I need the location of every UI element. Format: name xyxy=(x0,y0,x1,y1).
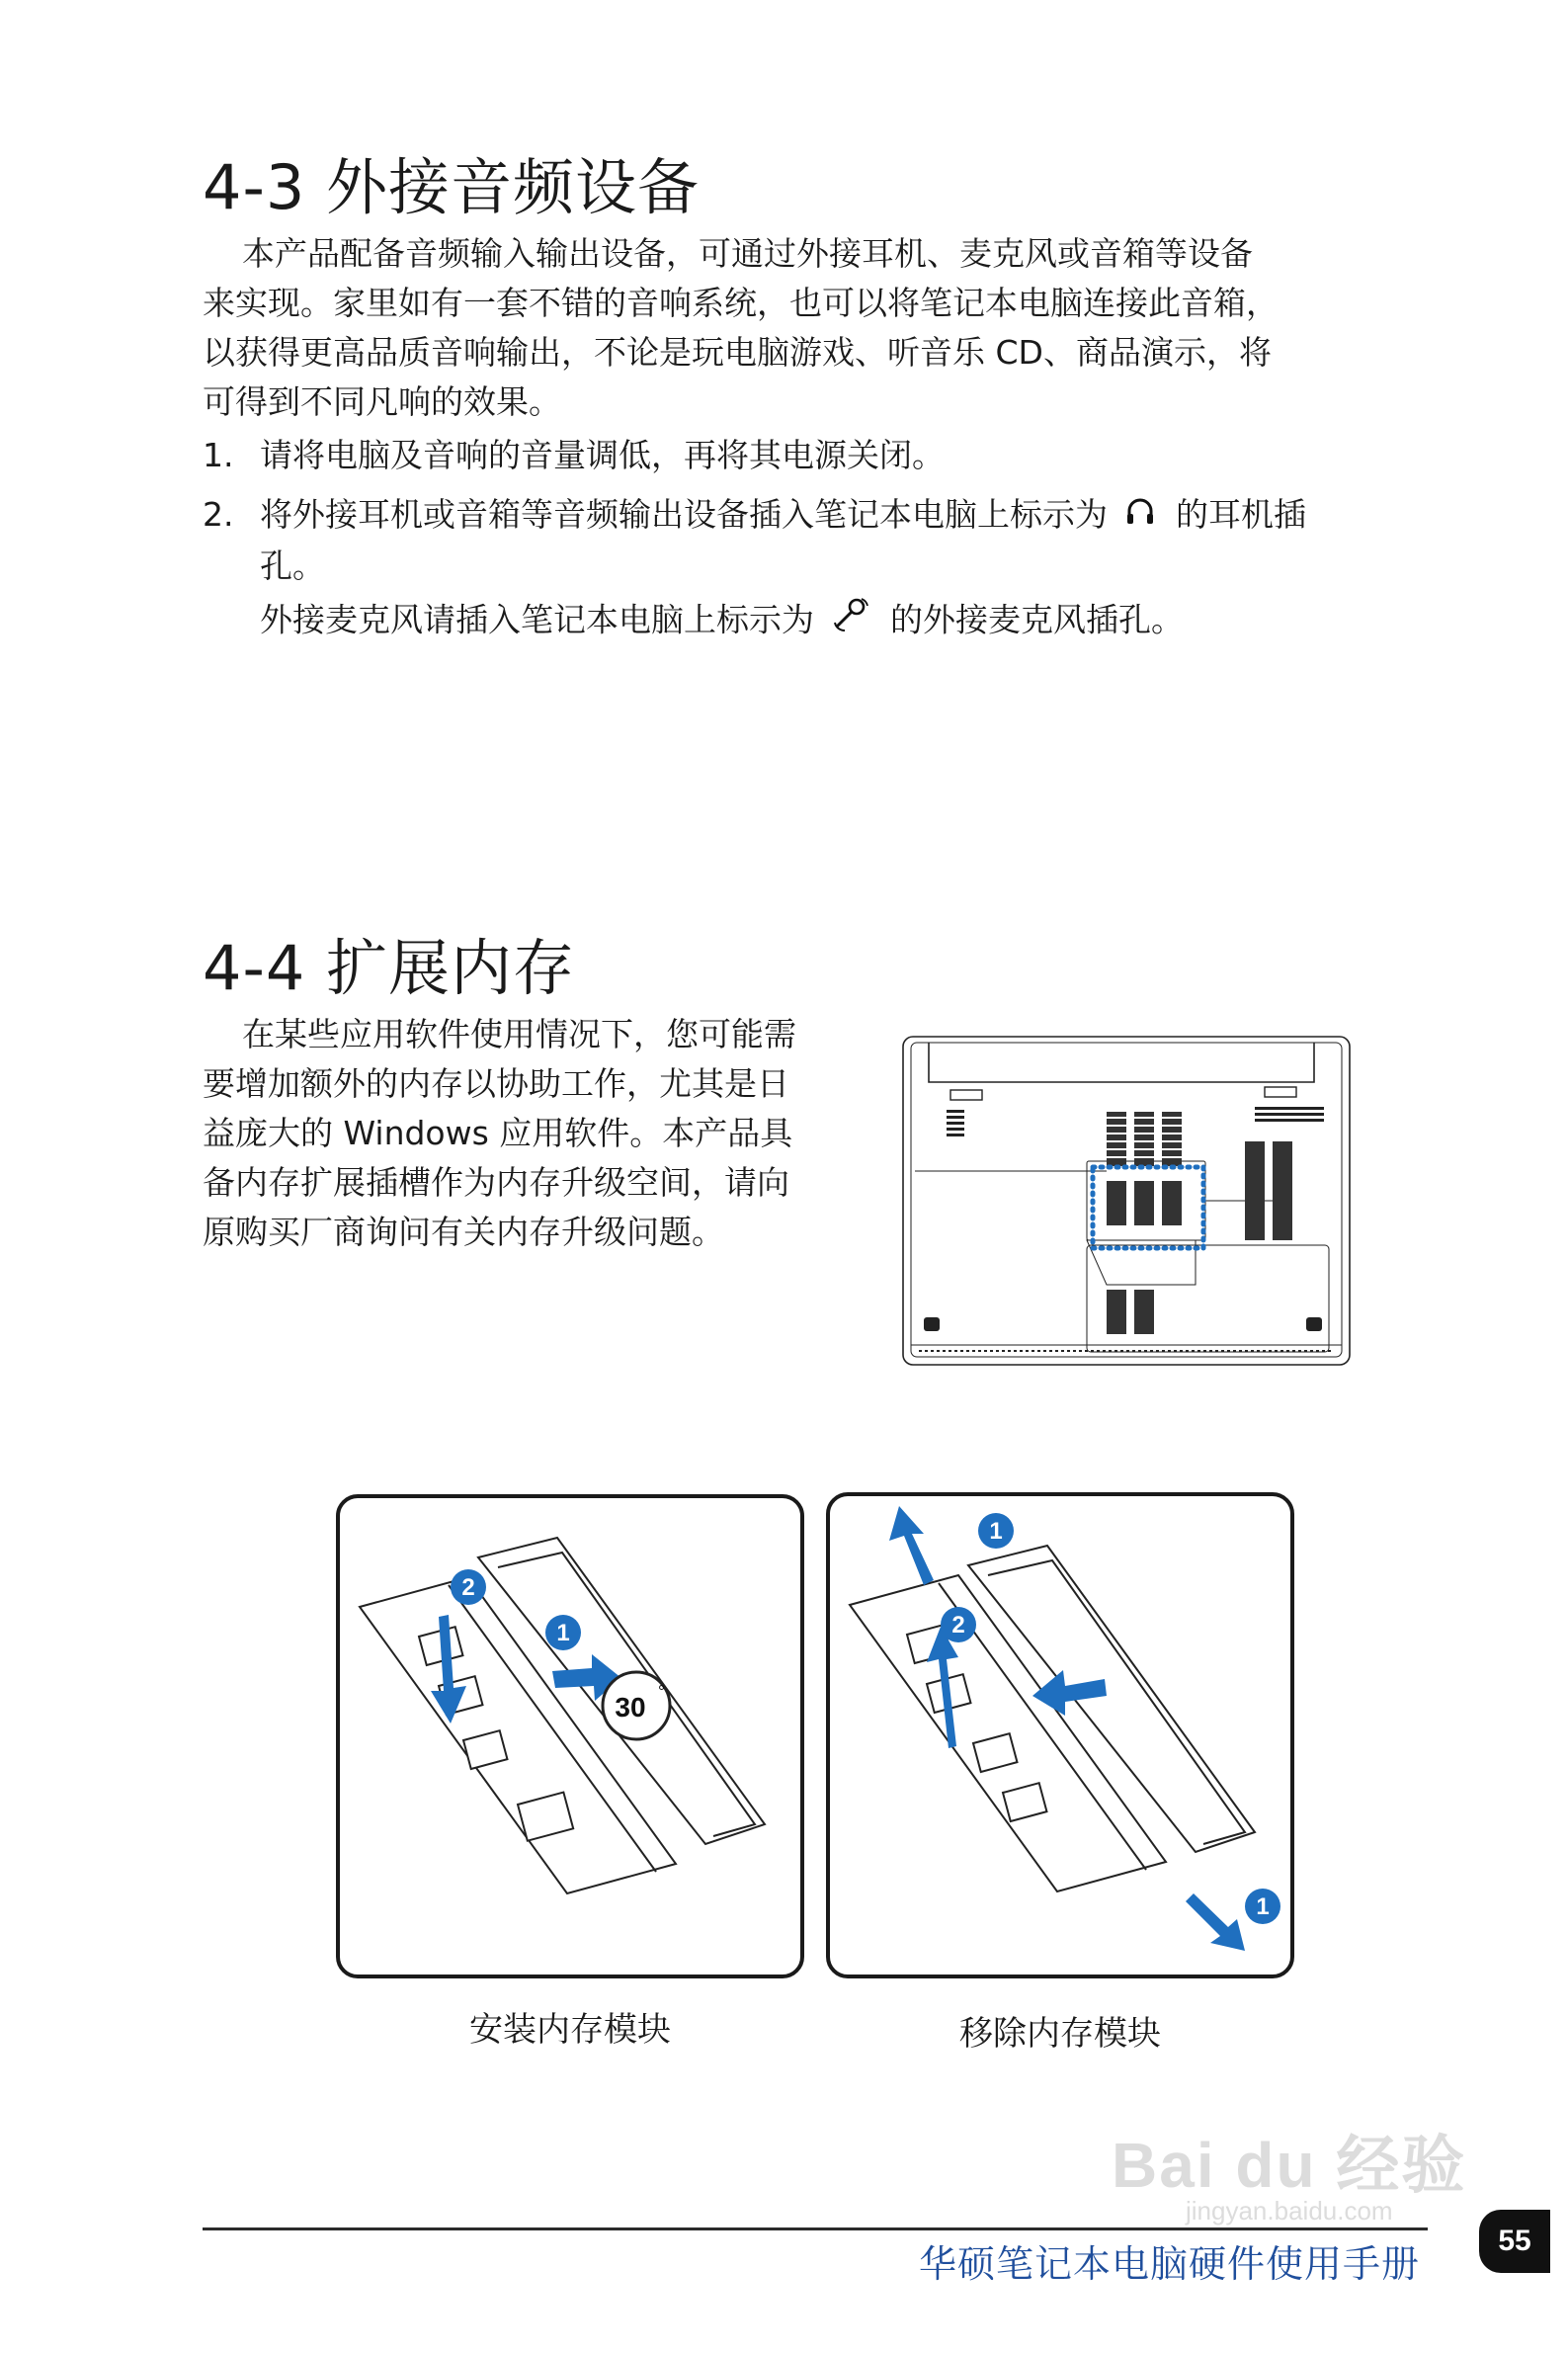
mic-text-a: 外接麦克风请插入笔记本电脑上标示为 xyxy=(260,600,814,639)
baidu-watermark-logo: Bai du 经验 xyxy=(1112,2130,1467,2201)
angle-label: 30 xyxy=(615,1692,646,1723)
mem-line-5: 原购买厂商询问有关内存升级问题。 xyxy=(203,1213,724,1251)
release-arrow-top xyxy=(889,1506,934,1585)
headphone-icon xyxy=(1124,492,1156,542)
step-2-text-c: 孔。 xyxy=(260,546,325,585)
section-4-4-paragraph xyxy=(203,1010,855,1257)
install-caption: 安装内存模块 xyxy=(469,2010,671,2050)
mem-line-4: 备内存扩展插槽作为内存升级空间，请向 xyxy=(203,1163,789,1202)
step-2-number: 2. xyxy=(203,495,234,534)
laptop-bottom-illustration xyxy=(899,1033,1354,1369)
badge-2-install: 2 xyxy=(461,1574,475,1601)
remove-caption: 移除内存模块 xyxy=(959,2014,1161,2054)
step-2 xyxy=(203,490,1378,591)
para-line-1: 本产品配备音频输入输出设备，可通过外接耳机、麦克风或音箱等设备 xyxy=(242,234,1253,273)
step-2-text-a: 将外接耳机或音箱等音频输出设备插入笔记本电脑上标示为 xyxy=(260,495,1108,534)
badge-1-install: 1 xyxy=(556,1620,570,1646)
step-2-text-b: 的耳机插 xyxy=(1176,495,1306,534)
microphone-icon xyxy=(831,595,870,648)
step-1 xyxy=(203,431,1378,480)
step-1-text: 请将电脑及音响的音量调低，再将其电源关闭。 xyxy=(260,436,945,474)
remove-memory-figure xyxy=(826,1492,1294,1978)
mic-instruction xyxy=(260,595,1376,648)
footer-rule xyxy=(203,2227,1428,2230)
para-line-4: 可得到不同凡响的效果。 xyxy=(203,382,561,421)
para-line-2: 来实现。家里如有一套不错的音响系统，也可以将笔记本电脑连接此音箱， xyxy=(203,284,1279,322)
mem-line-3: 益庞大的 Windows 应用软件。本产品具 xyxy=(203,1114,793,1152)
manual-title: 华硕笔记本电脑硬件使用手册 xyxy=(918,2242,1420,2286)
section-4-3-title: 4-3 外接音频设备 xyxy=(203,151,700,223)
badge-1-remove-top: 1 xyxy=(989,1518,1003,1545)
page-number: 55 xyxy=(1479,2210,1550,2273)
mem-line-1: 在某些应用软件使用情况下，您可能需 xyxy=(242,1015,796,1053)
mem-line-2: 要增加额外的内存以协助工作，尤其是日 xyxy=(203,1064,789,1103)
install-memory-figure xyxy=(336,1494,804,1978)
mic-text-b: 的外接麦克风插孔。 xyxy=(890,600,1184,639)
section-4-3-paragraph xyxy=(203,229,1378,427)
step-1-number: 1. xyxy=(203,436,234,474)
badge-1-remove-bottom: 1 xyxy=(1256,1893,1270,1920)
baidu-watermark-url: jingyan.baidu.com xyxy=(1186,2196,1393,2226)
para-line-3: 以获得更高品质音响输出，不论是玩电脑游戏、听音乐 CD、商品演示，将 xyxy=(203,333,1272,372)
release-arrow-bottom xyxy=(1186,1893,1245,1951)
section-4-4-title: 4-4 扩展内存 xyxy=(203,932,575,1004)
badge-2-remove: 2 xyxy=(951,1612,965,1639)
angle-degree: ° xyxy=(658,1682,666,1702)
